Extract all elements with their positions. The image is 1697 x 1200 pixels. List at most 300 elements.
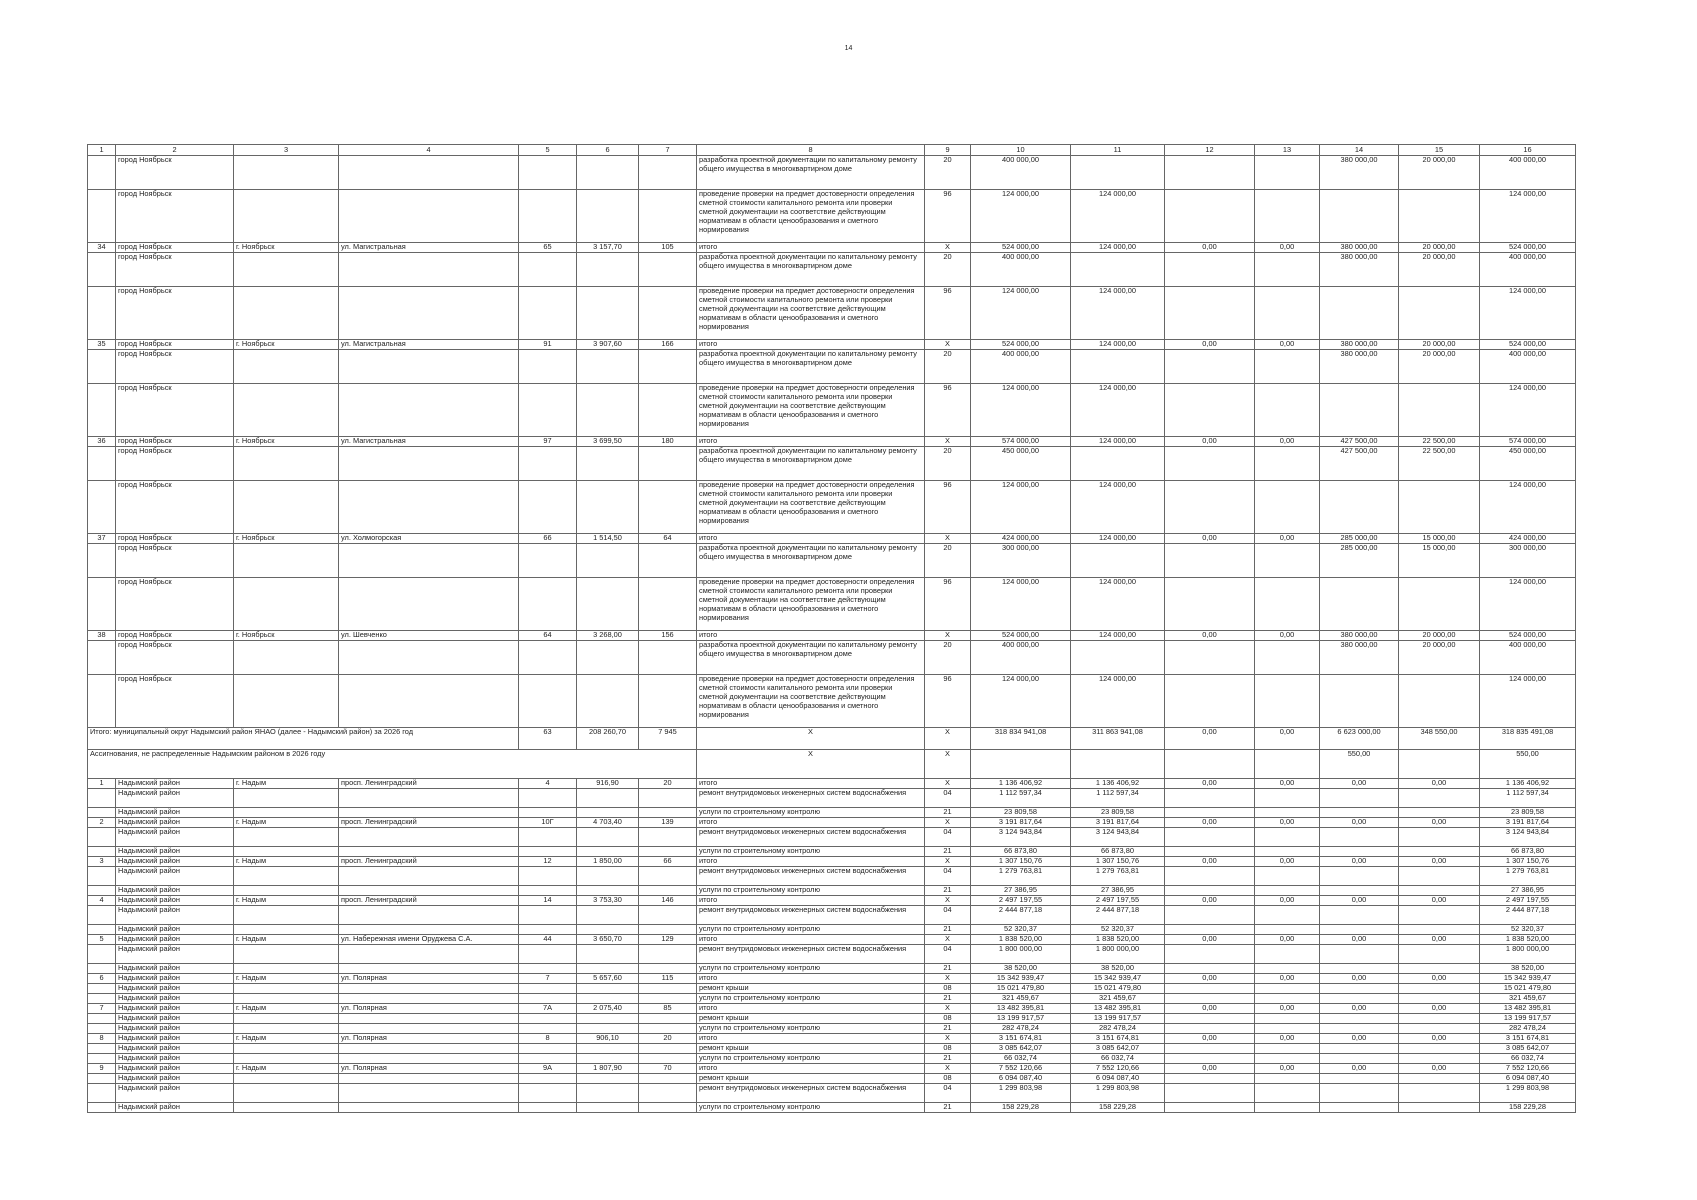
cell-col-16: 400 000,00 — [1480, 350, 1576, 384]
cell-col-1 — [88, 994, 116, 1004]
table-row — [88, 945, 1576, 964]
cell-col-9: 21 — [925, 994, 971, 1004]
cell-col-6 — [577, 867, 639, 886]
cell-col-2: город Ноябрьск — [116, 190, 234, 243]
cell-col-7: 64 — [639, 534, 697, 544]
cell-col-16: 1 112 597,34 — [1480, 789, 1576, 808]
cell-col-4 — [339, 447, 519, 481]
cell-col-4 — [339, 906, 519, 925]
cell-col-13 — [1255, 945, 1320, 964]
cell-col-10: 1 307 150,76 — [971, 857, 1071, 867]
cell-col-14 — [1320, 481, 1399, 534]
cell-col-14 — [1320, 847, 1399, 857]
cell-col-10: 574 000,00 — [971, 437, 1071, 447]
cell-col-3 — [234, 190, 339, 243]
cell-col-11: 124 000,00 — [1071, 578, 1165, 631]
cell-col-2: город Ноябрьск — [116, 534, 234, 544]
cell-col-15 — [1399, 808, 1480, 818]
table-row — [88, 1054, 1576, 1064]
cell-col-12: 0,00 — [1165, 1064, 1255, 1074]
cell-col-15: 0,00 — [1399, 779, 1480, 789]
cell-col-12: 0,00 — [1165, 437, 1255, 447]
cell-col-12 — [1165, 481, 1255, 534]
cell-col-11: 1 299 803,98 — [1071, 1084, 1165, 1103]
cell-col-3 — [234, 481, 339, 534]
cell-col-11: 1 136 406,92 — [1071, 779, 1165, 789]
cell-col-11: 124 000,00 — [1071, 384, 1165, 437]
cell-col-14 — [1320, 789, 1399, 808]
cell-col-14 — [1320, 906, 1399, 925]
cell-col-11: 15 342 939,47 — [1071, 974, 1165, 984]
cell-col-5 — [519, 964, 577, 974]
cell-col-15 — [1399, 964, 1480, 974]
cell-col-2: Надымский район — [116, 808, 234, 818]
table-row — [88, 896, 1576, 906]
cell-col-9: 04 — [925, 1084, 971, 1103]
cell-col-8: разработка проектной документации по капитальному ремонту общего имущества в многоквартирном доме — [697, 253, 925, 287]
cell-col-5: 10Г — [519, 818, 577, 828]
cell-col-7: 20 — [639, 1034, 697, 1044]
cell-col-1 — [88, 808, 116, 818]
cell-col-8: ремонт внутридомовых инженерных систем водоснабжения — [697, 867, 925, 886]
table-row — [88, 578, 1576, 631]
cell-col-8: проведение проверки на предмет достоверности определения сметной стоимости капитального ремонта или проверки сметной документации на соответствие действующим нормативам в области ценообразования и сметного нормирования — [697, 675, 925, 728]
cell-col-12 — [1165, 287, 1255, 340]
cell-col-14 — [1320, 945, 1399, 964]
cell-col-7 — [639, 1044, 697, 1054]
cell-col-1: 36 — [88, 437, 116, 447]
cell-col-2: город Ноябрьск — [116, 544, 234, 578]
table-row — [88, 544, 1576, 578]
cell-col-15: 0,00 — [1399, 974, 1480, 984]
cell-col-11: 52 320,37 — [1071, 925, 1165, 935]
cell-col-10: 300 000,00 — [971, 544, 1071, 578]
cell-col-9: 21 — [925, 808, 971, 818]
cell-col-7 — [639, 1074, 697, 1084]
cell-col-14 — [1320, 287, 1399, 340]
cell-col-2: Надымский район — [116, 857, 234, 867]
cell-col-14: 380 000,00 — [1320, 641, 1399, 675]
table-row — [88, 1103, 1576, 1113]
cell-col-13 — [1255, 675, 1320, 728]
cell-col-4 — [339, 1054, 519, 1064]
cell-col-2: город Ноябрьск — [116, 447, 234, 481]
cell-col-8: разработка проектной документации по капитальному ремонту общего имущества в многоквартирном доме — [697, 447, 925, 481]
district-total-c14: 6 623 000,00 — [1320, 728, 1399, 750]
cell-col-7 — [639, 789, 697, 808]
cell-col-6 — [577, 1054, 639, 1064]
cell-col-16: 52 320,37 — [1480, 925, 1576, 935]
cell-col-7 — [639, 1084, 697, 1103]
cell-col-1: 6 — [88, 974, 116, 984]
cell-col-16: 3 085 642,07 — [1480, 1044, 1576, 1054]
cell-col-16: 66 032,74 — [1480, 1054, 1576, 1064]
cell-col-12 — [1165, 447, 1255, 481]
cell-col-6 — [577, 906, 639, 925]
cell-col-4 — [339, 253, 519, 287]
cell-col-7 — [639, 945, 697, 964]
cell-col-5 — [519, 350, 577, 384]
table-row — [88, 534, 1576, 544]
cell-col-14 — [1320, 1014, 1399, 1024]
cell-col-12 — [1165, 1074, 1255, 1084]
cell-col-2: город Ноябрьск — [116, 675, 234, 728]
cell-col-7 — [639, 156, 697, 190]
cell-col-9: X — [925, 1034, 971, 1044]
cell-col-4 — [339, 641, 519, 675]
cell-col-4 — [339, 945, 519, 964]
cell-col-9: 20 — [925, 156, 971, 190]
cell-col-3 — [234, 156, 339, 190]
cell-col-12 — [1165, 578, 1255, 631]
cell-col-11: 1 307 150,76 — [1071, 857, 1165, 867]
cell-col-2: город Ноябрьск — [116, 243, 234, 253]
cell-col-13 — [1255, 1044, 1320, 1054]
cell-col-1 — [88, 1024, 116, 1034]
cell-col-4: ул. Полярная — [339, 974, 519, 984]
cell-col-13: 0,00 — [1255, 896, 1320, 906]
cell-col-6 — [577, 964, 639, 974]
cell-col-1: 8 — [88, 1034, 116, 1044]
cell-col-9: X — [925, 340, 971, 350]
cell-col-15 — [1399, 994, 1480, 1004]
cell-col-3: г. Надым — [234, 857, 339, 867]
cell-col-15: 20 000,00 — [1399, 156, 1480, 190]
cell-col-3: г. Ноябрьск — [234, 534, 339, 544]
cell-col-15: 20 000,00 — [1399, 350, 1480, 384]
cell-col-8: итого — [697, 243, 925, 253]
cell-col-7 — [639, 190, 697, 243]
cell-col-2: город Ноябрьск — [116, 437, 234, 447]
cell-col-2: Надымский район — [116, 964, 234, 974]
cell-col-12 — [1165, 253, 1255, 287]
cell-col-7 — [639, 828, 697, 847]
cell-col-1: 4 — [88, 896, 116, 906]
cell-col-7 — [639, 578, 697, 631]
cell-col-14 — [1320, 384, 1399, 437]
cell-col-3: г. Ноябрьск — [234, 437, 339, 447]
cell-col-9: X — [925, 818, 971, 828]
cell-col-12 — [1165, 156, 1255, 190]
table-row — [88, 828, 1576, 847]
cell-col-1 — [88, 190, 116, 243]
cell-col-12 — [1165, 641, 1255, 675]
unallocated-assignments-label: Ассигнования, не распределенные Надымским районом в 2026 году — [88, 750, 697, 779]
cell-col-14 — [1320, 1024, 1399, 1034]
cell-col-12 — [1165, 828, 1255, 847]
cell-col-12 — [1165, 544, 1255, 578]
cell-col-10: 6 094 087,40 — [971, 1074, 1071, 1084]
cell-col-5 — [519, 1103, 577, 1113]
cell-col-13 — [1255, 544, 1320, 578]
cell-col-7: 105 — [639, 243, 697, 253]
table-row — [88, 1084, 1576, 1103]
cell-col-9: 20 — [925, 447, 971, 481]
cell-col-15 — [1399, 828, 1480, 847]
cell-col-4: просп. Ленинградский — [339, 857, 519, 867]
cell-col-4 — [339, 1103, 519, 1113]
cell-col-3 — [234, 578, 339, 631]
cell-col-5: 12 — [519, 857, 577, 867]
cell-col-7 — [639, 886, 697, 896]
unallocated-assignments-row — [88, 750, 1576, 779]
cell-col-6 — [577, 190, 639, 243]
cell-col-10: 27 386,95 — [971, 886, 1071, 896]
district-total-row — [88, 728, 1576, 750]
cell-col-1 — [88, 1084, 116, 1103]
cell-col-4 — [339, 808, 519, 818]
table-row — [88, 818, 1576, 828]
cell-col-7: 129 — [639, 935, 697, 945]
table-row — [88, 906, 1576, 925]
cell-col-10: 124 000,00 — [971, 190, 1071, 243]
cell-col-11: 124 000,00 — [1071, 437, 1165, 447]
cell-col-4 — [339, 994, 519, 1004]
cell-col-14: 0,00 — [1320, 1064, 1399, 1074]
cell-col-2: город Ноябрьск — [116, 253, 234, 287]
cell-col-3 — [234, 350, 339, 384]
cell-col-11 — [1071, 350, 1165, 384]
cell-col-8: проведение проверки на предмет достоверности определения сметной стоимости капитального ремонта или проверки сметной документации на соответствие действующим нормативам в области ценообразования и сметного нормирования — [697, 190, 925, 243]
cell-col-6 — [577, 544, 639, 578]
cell-col-1 — [88, 925, 116, 935]
cell-col-11: 13 199 917,57 — [1071, 1014, 1165, 1024]
cell-col-6 — [577, 1044, 639, 1054]
cell-col-16: 300 000,00 — [1480, 544, 1576, 578]
cell-col-13 — [1255, 867, 1320, 886]
cell-col-2: город Ноябрьск — [116, 350, 234, 384]
cell-col-4 — [339, 481, 519, 534]
cell-col-1: 5 — [88, 935, 116, 945]
cell-col-9: X — [925, 1004, 971, 1014]
cell-col-8: услуги по строительному контролю — [697, 886, 925, 896]
cell-col-13 — [1255, 1024, 1320, 1034]
cell-col-3 — [234, 287, 339, 340]
cell-col-16: 3 124 943,84 — [1480, 828, 1576, 847]
cell-col-16: 124 000,00 — [1480, 287, 1576, 340]
cell-col-1 — [88, 287, 116, 340]
cell-col-8: итого — [697, 437, 925, 447]
cell-col-5 — [519, 945, 577, 964]
cell-col-3: г. Ноябрьск — [234, 631, 339, 641]
cell-col-16: 321 459,67 — [1480, 994, 1576, 1004]
cell-col-13 — [1255, 578, 1320, 631]
cell-col-2: Надымский район — [116, 896, 234, 906]
cell-col-1 — [88, 1103, 116, 1113]
cell-col-13: 0,00 — [1255, 935, 1320, 945]
table-row — [88, 253, 1576, 287]
column-number-15: 15 — [1399, 145, 1480, 156]
cell-col-3 — [234, 1024, 339, 1034]
column-number-2: 2 — [116, 145, 234, 156]
column-number-9: 9 — [925, 145, 971, 156]
cell-col-8: итого — [697, 631, 925, 641]
cell-col-4 — [339, 925, 519, 935]
cell-col-2: Надымский район — [116, 789, 234, 808]
cell-col-10: 3 085 642,07 — [971, 1044, 1071, 1054]
cell-col-1 — [88, 867, 116, 886]
table-row — [88, 437, 1576, 447]
cell-col-12 — [1165, 886, 1255, 896]
cell-col-4 — [339, 1044, 519, 1054]
cell-col-12 — [1165, 1024, 1255, 1034]
cell-col-2: Надымский район — [116, 886, 234, 896]
cell-col-1 — [88, 1044, 116, 1054]
cell-col-1 — [88, 544, 116, 578]
cell-col-14 — [1320, 578, 1399, 631]
cell-col-6 — [577, 447, 639, 481]
column-number-1: 1 — [88, 145, 116, 156]
cell-col-12: 0,00 — [1165, 340, 1255, 350]
district-total-c10: 318 834 941,08 — [971, 728, 1071, 750]
cell-col-3 — [234, 945, 339, 964]
cell-col-11: 2 444 877,18 — [1071, 906, 1165, 925]
cell-col-2: Надымский район — [116, 1103, 234, 1113]
column-number-16: 16 — [1480, 145, 1576, 156]
cell-col-7 — [639, 384, 697, 437]
cell-col-16: 13 199 917,57 — [1480, 1014, 1576, 1024]
cell-col-13: 0,00 — [1255, 534, 1320, 544]
cell-col-6: 1 807,90 — [577, 1064, 639, 1074]
cell-col-15 — [1399, 1054, 1480, 1064]
cell-col-6 — [577, 925, 639, 935]
cell-col-9: 96 — [925, 481, 971, 534]
cell-col-11: 124 000,00 — [1071, 190, 1165, 243]
cell-col-12: 0,00 — [1165, 857, 1255, 867]
cell-col-15: 0,00 — [1399, 818, 1480, 828]
unallocated-c10 — [971, 750, 1071, 779]
cell-col-11: 321 459,67 — [1071, 994, 1165, 1004]
cell-col-8: итого — [697, 818, 925, 828]
unallocated-c11 — [1071, 750, 1165, 779]
cell-col-3 — [234, 1103, 339, 1113]
cell-col-6 — [577, 287, 639, 340]
table-row — [88, 867, 1576, 886]
cell-col-1: 35 — [88, 340, 116, 350]
cell-col-16: 124 000,00 — [1480, 384, 1576, 437]
cell-col-5: 97 — [519, 437, 577, 447]
cell-col-15: 22 500,00 — [1399, 437, 1480, 447]
cell-col-6 — [577, 481, 639, 534]
cell-col-10: 424 000,00 — [971, 534, 1071, 544]
cell-col-8: ремонт крыши — [697, 984, 925, 994]
cell-col-3: г. Надым — [234, 779, 339, 789]
cell-col-8: итого — [697, 534, 925, 544]
cell-col-16: 15 021 479,80 — [1480, 984, 1576, 994]
cell-col-10: 400 000,00 — [971, 641, 1071, 675]
cell-col-4 — [339, 350, 519, 384]
cell-col-13 — [1255, 641, 1320, 675]
cell-col-6 — [577, 578, 639, 631]
cell-col-1 — [88, 984, 116, 994]
cell-col-12 — [1165, 808, 1255, 818]
cell-col-5 — [519, 1024, 577, 1034]
cell-col-15 — [1399, 578, 1480, 631]
cell-col-5 — [519, 808, 577, 818]
cell-col-5 — [519, 847, 577, 857]
cell-col-1 — [88, 578, 116, 631]
column-number-5: 5 — [519, 145, 577, 156]
table-row — [88, 631, 1576, 641]
cell-col-15 — [1399, 1044, 1480, 1054]
cell-col-4: ул. Полярная — [339, 1064, 519, 1074]
cell-col-1 — [88, 481, 116, 534]
table-row — [88, 190, 1576, 243]
cell-col-9: 04 — [925, 945, 971, 964]
cell-col-1 — [88, 945, 116, 964]
cell-col-10: 7 552 120,66 — [971, 1064, 1071, 1074]
cell-col-2: Надымский район — [116, 867, 234, 886]
cell-col-14: 0,00 — [1320, 935, 1399, 945]
cell-col-15 — [1399, 1084, 1480, 1103]
cell-col-10: 524 000,00 — [971, 340, 1071, 350]
cell-col-16: 3 151 674,81 — [1480, 1034, 1576, 1044]
cell-col-5 — [519, 925, 577, 935]
table-row — [88, 1044, 1576, 1054]
cell-col-13: 0,00 — [1255, 631, 1320, 641]
cell-col-13 — [1255, 1084, 1320, 1103]
cell-col-2: город Ноябрьск — [116, 641, 234, 675]
cell-col-10: 13 482 395,81 — [971, 1004, 1071, 1014]
column-number-12: 12 — [1165, 145, 1255, 156]
cell-col-10: 38 520,00 — [971, 964, 1071, 974]
cell-col-16: 1 299 803,98 — [1480, 1084, 1576, 1103]
cell-col-11: 38 520,00 — [1071, 964, 1165, 974]
cell-col-6: 906,10 — [577, 1034, 639, 1044]
cell-col-3: г. Надым — [234, 896, 339, 906]
cell-col-2: Надымский район — [116, 994, 234, 1004]
cell-col-9: 08 — [925, 1074, 971, 1084]
cell-col-1 — [88, 350, 116, 384]
cell-col-12 — [1165, 945, 1255, 964]
cell-col-7: 70 — [639, 1064, 697, 1074]
cell-col-13 — [1255, 1054, 1320, 1064]
cell-col-14: 285 000,00 — [1320, 534, 1399, 544]
cell-col-1 — [88, 156, 116, 190]
cell-col-8: услуги по строительному контролю — [697, 1024, 925, 1034]
cell-col-12 — [1165, 789, 1255, 808]
cell-col-6 — [577, 350, 639, 384]
cell-col-10: 124 000,00 — [971, 675, 1071, 728]
cell-col-16: 400 000,00 — [1480, 641, 1576, 675]
cell-col-14 — [1320, 1054, 1399, 1064]
cell-col-4 — [339, 190, 519, 243]
cell-col-8: итого — [697, 340, 925, 350]
cell-col-4: ул. Магистральная — [339, 437, 519, 447]
cell-col-9: 20 — [925, 641, 971, 675]
cell-col-2: город Ноябрьск — [116, 384, 234, 437]
cell-col-5: 44 — [519, 935, 577, 945]
cell-col-10: 3 151 674,81 — [971, 1034, 1071, 1044]
cell-col-15 — [1399, 925, 1480, 935]
cell-col-7: 115 — [639, 974, 697, 984]
cell-col-6: 3 650,70 — [577, 935, 639, 945]
column-number-11: 11 — [1071, 145, 1165, 156]
cell-col-13 — [1255, 156, 1320, 190]
cell-col-11: 13 482 395,81 — [1071, 1004, 1165, 1014]
capital-repair-register-table — [87, 144, 1576, 1113]
cell-col-12 — [1165, 384, 1255, 437]
cell-col-6 — [577, 984, 639, 994]
cell-col-7: 156 — [639, 631, 697, 641]
cell-col-11: 2 497 197,55 — [1071, 896, 1165, 906]
cell-col-16: 1 800 000,00 — [1480, 945, 1576, 964]
cell-col-16: 3 191 817,64 — [1480, 818, 1576, 828]
district-total-c5: 63 — [519, 728, 577, 750]
cell-col-10: 321 459,67 — [971, 994, 1071, 1004]
cell-col-3 — [234, 867, 339, 886]
cell-col-5 — [519, 578, 577, 631]
